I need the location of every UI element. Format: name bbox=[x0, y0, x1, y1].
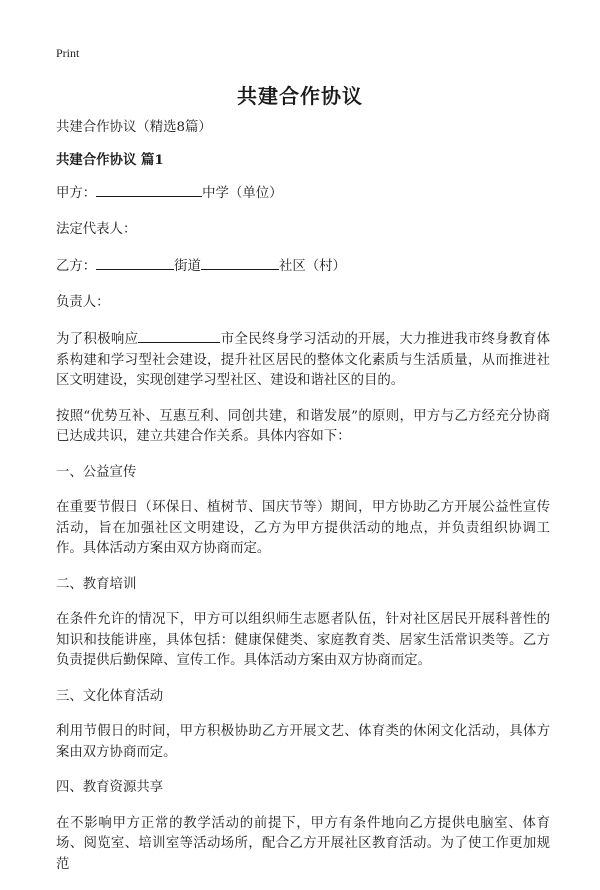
intro-after: 市全民终身学习活动的开展，大力推进我市终身教育体系构建和学习型社会建设，提升社区居民的整体文化素质与生活质量，从而推进社区文明建设，实现创建学习型社区、建设和谐社区的目的。 bbox=[56, 332, 551, 388]
item-heading: 二、教育培训 bbox=[56, 576, 137, 592]
responsible-line: 负责人： bbox=[56, 294, 110, 310]
street-blank bbox=[201, 255, 279, 270]
party-b-community: 社区（村） bbox=[278, 259, 346, 274]
city-blank bbox=[138, 328, 220, 343]
item-text: 在不影响甲方正常的教学活动的前提下，甲方有条件地向乙方提供电脑室、体育场、阅览室、培训室等活动场所，配合乙方开展社区教育活动。为了使工作更加规范 bbox=[56, 815, 550, 872]
item-text: 在重要节假日（环保日、植树节、国庆节等）期间，甲方协助乙方开展公益性宣传活动，旨在加强社区文明建设，乙方为甲方提供活动的地点，并负责组织协调工作。具体活动方案由双方协商而定。 bbox=[56, 500, 550, 556]
item-heading: 一、公益宣传 bbox=[56, 464, 137, 480]
party-a-blank bbox=[96, 182, 202, 197]
party-a-label: 甲方： bbox=[56, 186, 97, 201]
party-b-blank bbox=[96, 255, 174, 270]
party-a-line bbox=[56, 182, 550, 205]
party-b-street: 街道 bbox=[174, 259, 201, 274]
legal-rep-line: 法定代表人： bbox=[56, 221, 137, 237]
print-link[interactable]: Print bbox=[56, 46, 80, 60]
item-text: 利用节假日的时间，甲方积极协助乙方开展文艺、体育类的休闲文化活动，具体方案由双方协商而定。 bbox=[56, 724, 550, 760]
principle-paragraph: 按照“优势互补、互惠互利、同创共建，和谐发展”的原则，甲方与乙方经充分协商已达成共识，建立共建合作关系。具体内容如下： bbox=[56, 408, 550, 444]
party-b-line bbox=[56, 255, 550, 278]
section-title: 共建合作协议 篇1 bbox=[56, 151, 164, 168]
item-heading: 四、教育资源共享 bbox=[56, 780, 164, 795]
intro-before: 为了积极响应 bbox=[56, 332, 139, 347]
document-body bbox=[56, 118, 550, 890]
party-b-label: 乙方： bbox=[56, 259, 97, 274]
intro-paragraph bbox=[56, 328, 550, 392]
document-subtitle: 共建合作协议（精选8篇） bbox=[56, 120, 212, 135]
item-text: 在条件允许的情况下，甲方可以组织师生志愿者队伍，针对社区居民开展科普性的知识和技能讲座，具体包括：健康保健类、家庭教育类、居家生活常识类等。乙方负责提供后勤保障、宣传工作。具体活动方案由双方协商而定。 bbox=[56, 612, 550, 668]
document-title: 共建合作协议 bbox=[237, 84, 363, 108]
party-a-suffix: 中学（单位） bbox=[202, 186, 283, 201]
item-heading: 三、文化体育活动 bbox=[56, 688, 164, 704]
